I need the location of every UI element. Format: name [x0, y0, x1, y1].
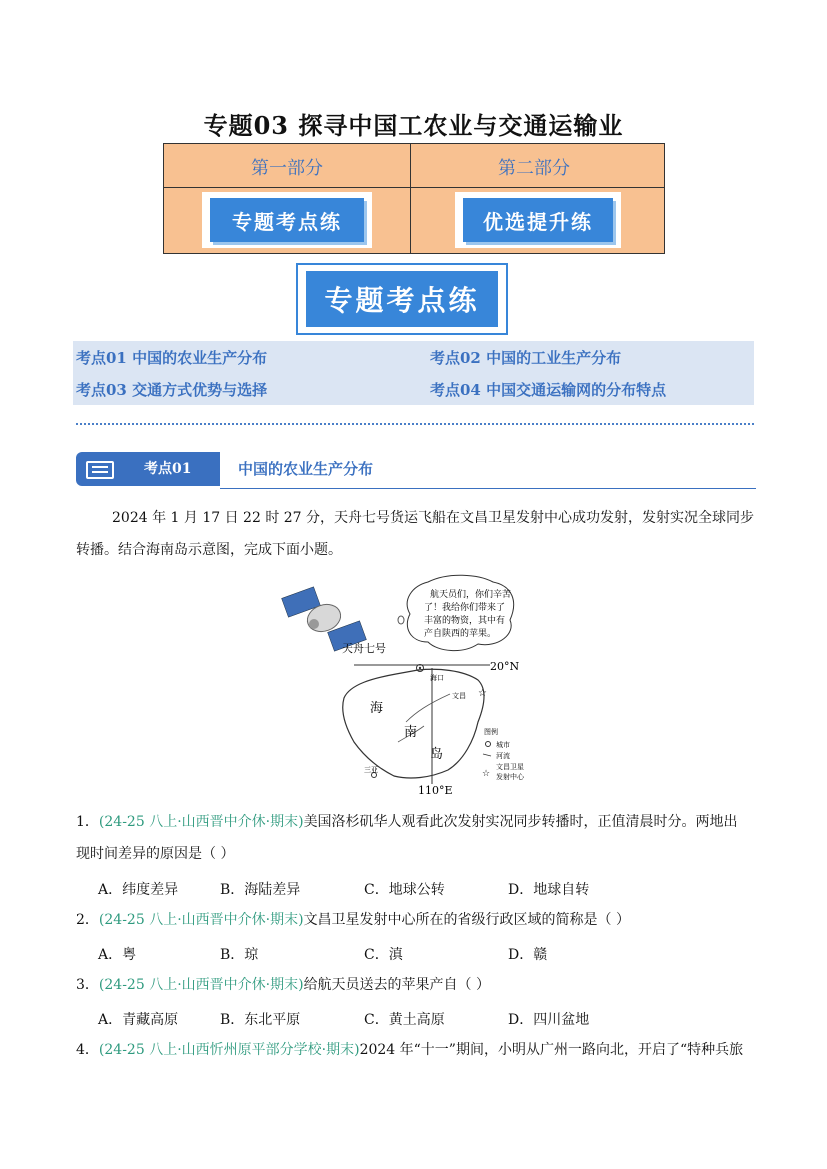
legend-launch-1: 文昌卫星 [496, 763, 524, 771]
intro-line-2: 转播。结合海南岛示意图，完成下面小题。 [76, 542, 342, 558]
city-sanya: 三亚 [364, 766, 378, 774]
hainan-map [278, 572, 528, 796]
bubble-line-1: 航天员们，你们辛苦 [430, 590, 512, 600]
legend-river: 河流 [496, 752, 510, 760]
q3-option-c[interactable]: C．黄土高原 [364, 1012, 445, 1028]
topic-link-03[interactable]: 考点03 交通方式优势与选择 [76, 381, 268, 399]
parts-table [163, 143, 665, 254]
island-char-1: 海 [370, 701, 384, 716]
question-4-source: (24-25 八上·山西忻州原平部分学校·期末) [98, 1042, 360, 1058]
section-number: 考点01 [144, 461, 192, 477]
city-haikou: 海口 [430, 674, 444, 682]
q2-option-b[interactable]: B．琼 [220, 947, 259, 963]
bubble-line-4: 产自陕西的苹果。 [424, 629, 497, 639]
topic-link-02[interactable]: 考点02 中国的工业生产分布 [430, 349, 622, 367]
lat-label: 20°N [490, 660, 520, 673]
hainan-map-figure [278, 572, 528, 796]
part-two-label: 第二部分 [498, 158, 570, 179]
topic-link-04[interactable]: 考点04 中国交通运输网的分布特点 [430, 381, 667, 399]
question-1-source: (24-25 八上·山西晋中介休·期末) [98, 814, 304, 830]
q1-option-b[interactable]: B．海陆差异 [220, 882, 301, 898]
legend-city: 城市 [496, 741, 510, 749]
q3-option-d[interactable]: D．四川盆地 [508, 1012, 590, 1028]
part-two-badge[interactable]: 优选提升练 [455, 192, 621, 248]
q2-option-a[interactable]: A．粤 [98, 947, 137, 963]
question-2-source: (24-25 八上·山西晋中介休·期末) [98, 912, 304, 928]
question-2: 2．(24-25 八上·山西晋中介休·期末)文昌卫星发射中心所在的省级行政区域的简称是（ ） [76, 912, 631, 928]
island-char-2: 南 [404, 725, 418, 740]
launch-star-icon: ☆ [478, 688, 487, 699]
q1-option-d[interactable]: D．地球自转 [508, 882, 590, 898]
question-4: 4．(24-25 八上·山西忻州原平部分学校·期末)2024 年“十一”期间，小明从广州一路向北，开启了“特种兵旅 [76, 1042, 744, 1058]
q3-option-b[interactable]: B．东北平原 [220, 1012, 301, 1028]
q1-option-c[interactable]: C．地球公转 [364, 882, 445, 898]
q2-option-d[interactable]: D．赣 [508, 947, 548, 963]
question-1-cont: 现时间差异的原因是（ ） [76, 846, 235, 862]
q3-option-a[interactable]: A．青藏高原 [98, 1012, 179, 1028]
legend-star-icon: ☆ [482, 769, 491, 779]
bubble-line-3: 丰富的物资，其中有 [424, 616, 506, 626]
legend-title: 图例 [484, 728, 498, 736]
list-icon [86, 461, 114, 479]
q2-option-c[interactable]: C．滇 [364, 947, 403, 963]
legend-launch-2: 发射中心 [496, 773, 524, 781]
topic-index [73, 341, 754, 405]
ship-label: 天舟七号 [342, 642, 386, 655]
topic-link-01[interactable]: 考点01 中国的农业生产分布 [76, 349, 268, 367]
section-banner: 专题考点练 [296, 263, 508, 335]
island-char-3: 岛 [430, 747, 444, 762]
dotted-divider [76, 423, 754, 425]
question-1: 1．(24-25 八上·山西晋中介休·期末)美国洛杉矶华人观看此次发射实况同步转播时，正值清晨时分。两地出 [76, 814, 738, 830]
section-header [76, 450, 756, 490]
part-one-badge[interactable]: 专题考点练 [202, 192, 372, 248]
part-one-label: 第一部分 [251, 158, 323, 179]
lon-label: 110°E [418, 784, 453, 796]
bubble-line-2: 了！我给你们带来了 [424, 603, 506, 613]
intro-line-1: 2024 年 1 月 17 日 22 时 27 分，天舟七号货运飞船在文昌卫星发射中心成功发射，发射实况全球同步 [112, 510, 755, 526]
city-wenchang: 文昌 [452, 692, 466, 700]
page-title: 专题03 探寻中国工农业与交通运输业 [203, 111, 624, 140]
q1-option-a[interactable]: A．纬度差异 [98, 882, 179, 898]
question-3-source: (24-25 八上·山西晋中介休·期末) [98, 977, 304, 993]
question-3: 3．(24-25 八上·山西晋中介休·期末)给航天员送去的苹果产自（ ） [76, 977, 491, 993]
section-title: 中国的农业生产分布 [238, 460, 374, 478]
